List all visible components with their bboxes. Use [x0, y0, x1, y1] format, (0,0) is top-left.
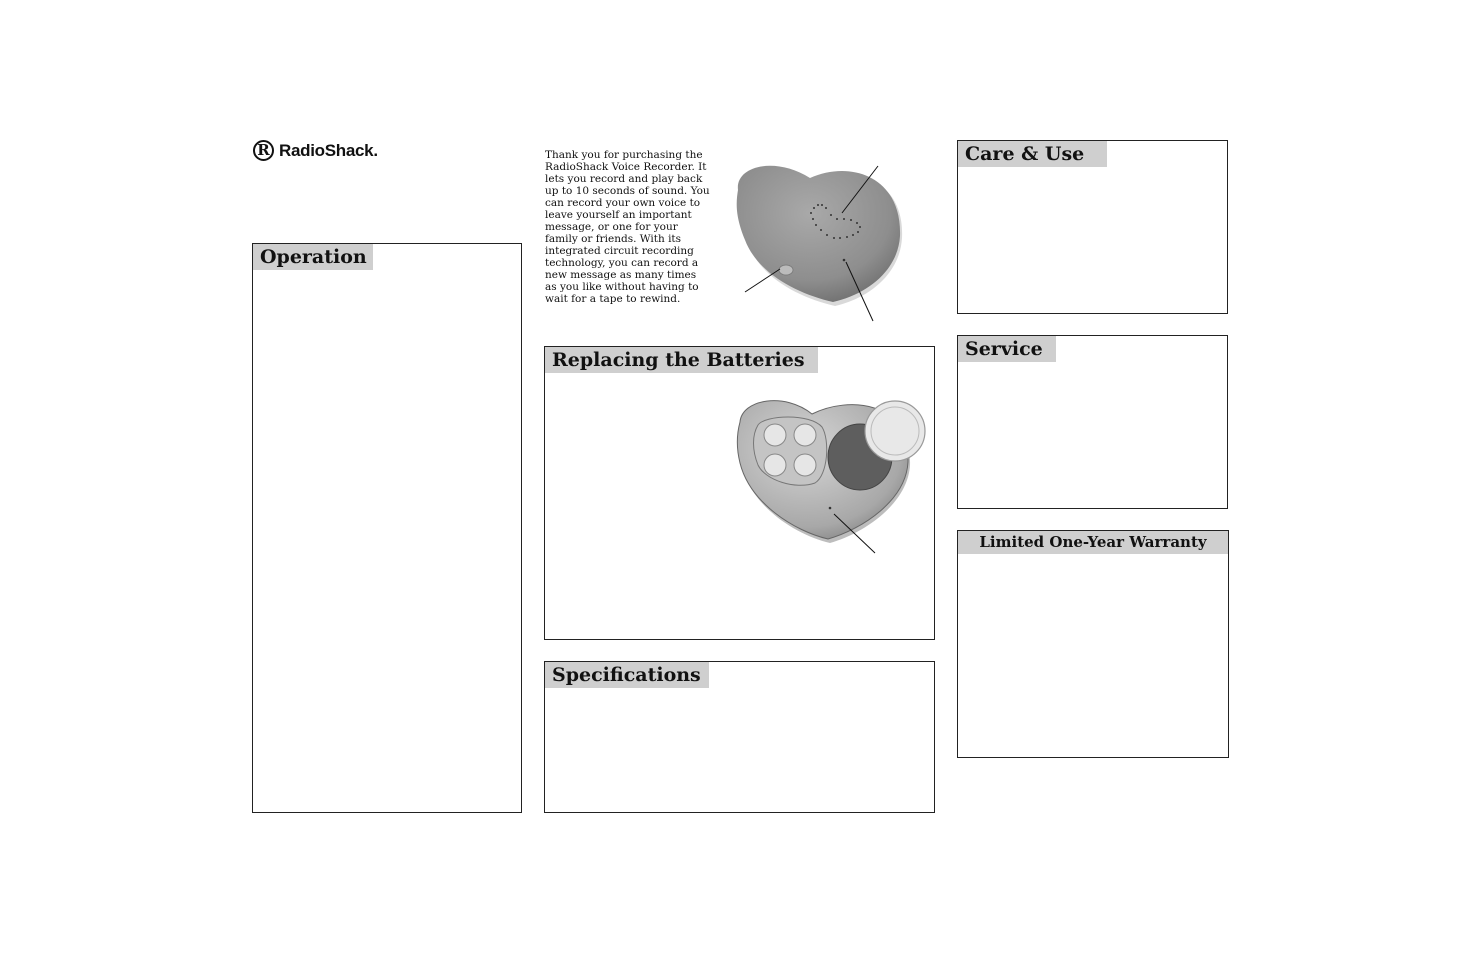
care-and-use-heading: Care & Use: [958, 141, 1107, 167]
warranty-section: [957, 530, 1229, 758]
intro-paragraph: Thank you for purchasing the RadioShack Voice Recorder. It lets you record and play back up to 10 seconds of sound. You can record your own voice to leave yourself an important message, or one for your family or friends. With its integrated circuit recording technology, you can record a new message as many times as you like without having to wait for a tape to rewind.: [545, 149, 710, 305]
service-section: [957, 335, 1228, 509]
radioshack-r-mark: R: [253, 140, 274, 161]
recorder-front-illustration: [730, 158, 910, 328]
specifications-heading: Specifications: [545, 662, 709, 688]
radioshack-wordmark: RadioShack.: [279, 140, 378, 160]
care-and-use-section: [957, 140, 1228, 314]
radioshack-logo: [253, 140, 378, 161]
battery-compartment-illustration: [730, 395, 930, 560]
warranty-heading: Limited One-Year Warranty: [958, 531, 1228, 554]
service-heading: Service: [958, 336, 1056, 362]
replacing-batteries-heading: Replacing the Batteries: [545, 347, 818, 373]
specifications-section: [544, 661, 935, 813]
operation-section: [252, 243, 522, 813]
operation-heading: Operation: [253, 244, 373, 270]
